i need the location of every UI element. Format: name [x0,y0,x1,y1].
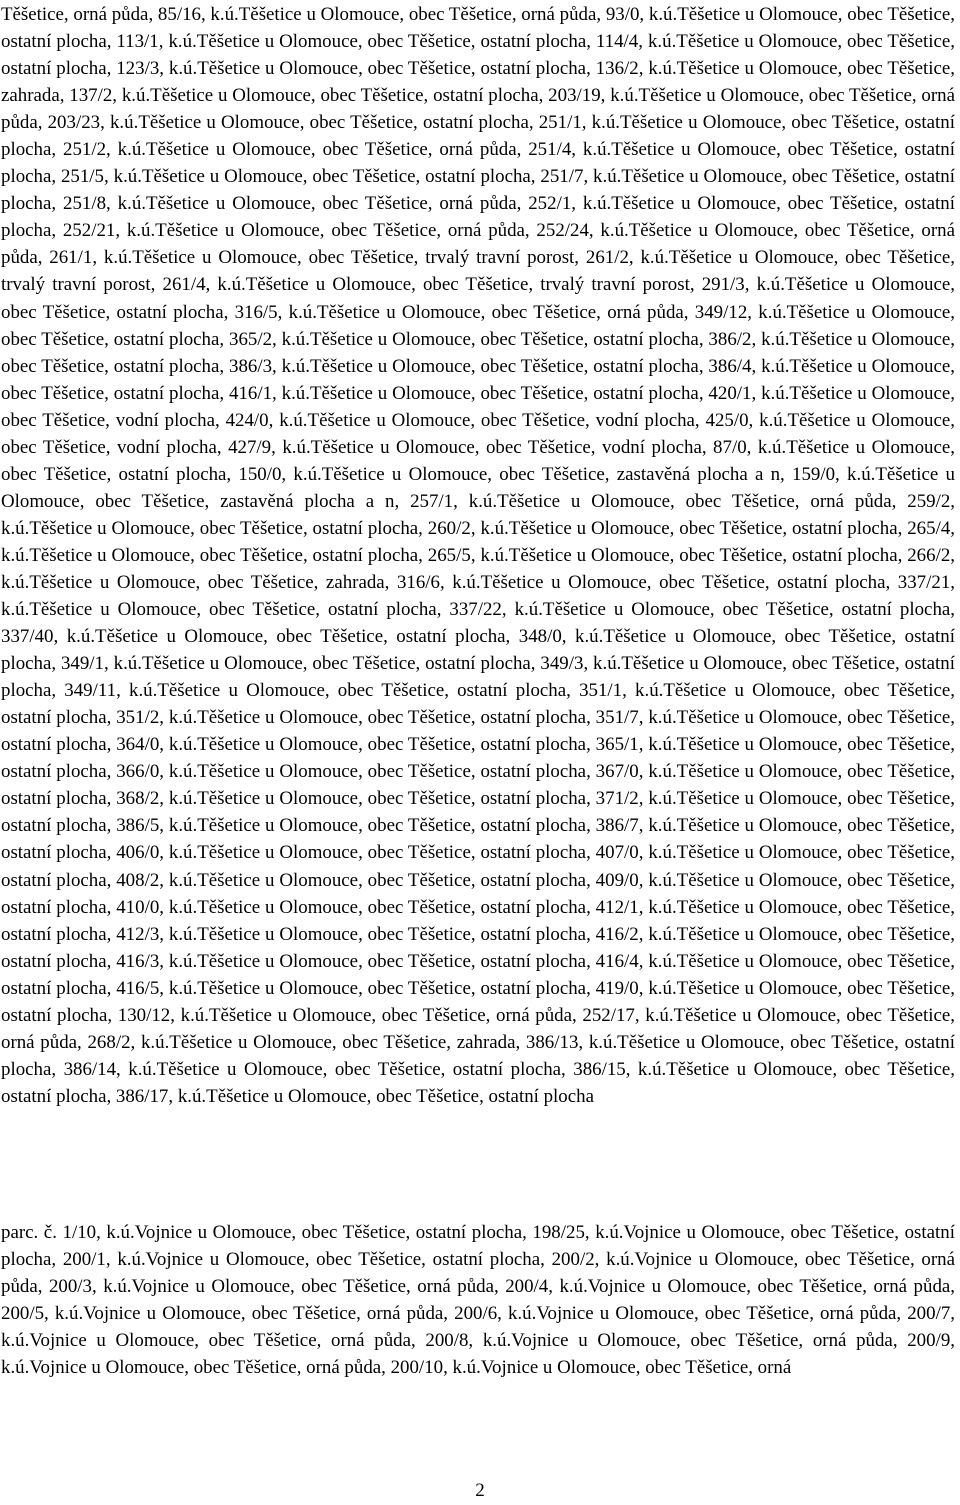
paragraph-tesetice-parcels: Těšetice, orná půda, 85/16, k.ú.Těšetice u Olomouce, obec Těšetice, orná půda, 93/0, k.ú.Těšetice u Olomouce, obec Těšetice, ostatní plocha, 113/1, k.ú.Těšetice u Olomouce, obec Těšetice, ostatní plocha, 114/4, k.ú.Těšetice u Olomouce, obec Těšetice, ostatní plocha, 123/3, k.ú.Těšetice u Olomouce, obec Těšetice, ostatní plocha, 136/2, k.ú.Těšetice u Olomouce, obec Těšetice, zahrada, 137/2, k.ú.Těšetice u Olomouce, obec Těšetice, ostatní plocha, 203/19, k.ú.Těšetice u Olomouce, obec Těšetice, orná půda, 203/23, k.ú.Těšetice u Olomouce, obec Těšetice, ostatní plocha, 251/1, k.ú.Těšetice u Olomouce, obec Těšetice, ostatní plocha, 251/2, k.ú.Těšetice u Olomouce, obec Těšetice, orná půda, 251/4, k.ú.Těšetice u Olomouce, obec Těšetice, ostatní plocha, 251/5, k.ú.Těšetice u Olomouce, obec Těšetice, ostatní plocha, 251/7, k.ú.Těšetice u Olomouce, obec Těšetice, ostatní plocha, 251/8, k.ú.Těšetice u Olomouce, obec Těšetice, orná půda, 252/1, k.ú.Těšetice u Olomouce, obec Těšetice, ostatní plocha, 252/21, k.ú.Těšetice u Olomouce, obec Těšetice, orná půda, 252/24, k.ú.Těšetice u Olomouce, obec Těšetice, orná půda, 261/1, k.ú.Těšetice u Olomouce, obec Těšetice, trvalý travní porost, 261/2, k.ú.Těšetice u Olomouce, obec Těšetice, trvalý travní porost, 261/4, k.ú.Těšetice u Olomouce, obec Těšetice, trvalý travní porost, 291/3, k.ú.Těšetice u Olomouce, obec Těšetice, ostatní plocha, 316/5, k.ú.Těšetice u Olomouce, obec Těšetice, orná půda, 349/12, k.ú.Těšetice u Olomouce, obec Těšetice, ostatní plocha, 365/2, k.ú.Těšetice u Olomouce, obec Těšetice, ostatní plocha, 386/2, k.ú.Těšetice u Olomouce, obec Těšetice, ostatní plocha, 386/3, k.ú.Těšetice u Olomouce, obec Těšetice, ostatní plocha, 386/4, k.ú.Těšetice u Olomouce, obec Těšetice, ostatní plocha, 416/1, k.ú.Těšetice u Olomouce, obec Těšetice, ostatní plocha, 420/1, k.ú.Těšetice u Olomouce, obec Těšetice, vodní plocha, 424/0, k.ú.Těšetice u Olomouce, obec Těšetice, vodní plocha, 425/0, k.ú.Těšetice u Olomouce, obec Těšetice, vodní plocha, 427/9, k.ú.Těšetice u Olomouce, obec Těšetice, vodní plocha, 87/0, k.ú.Těšetice u Olomouce, obec Těšetice, ostatní plocha, 150/0, k.ú.Těšetice u Olomouce, obec Těšetice, zastavěná plocha a n, 159/0, k.ú.Těšetice u Olomouce, obec Těšetice, zastavěná plocha a n, 257/1, k.ú.Těšetice u Olomouce, obec Těšetice, orná půda, 259/2, k.ú.Těšetice u Olomouce, obec Těšetice, ostatní plocha, 260/2, k.ú.Těšetice u Olomouce, obec Těšetice, ostatní plocha, 265/4, k.ú.Těšetice u Olomouce, obec Těšetice, ostatní plocha, 265/5, k.ú.Těšetice u Olomouce, obec Těšetice, ostatní plocha, 266/2, k.ú.Těšetice u Olomouce, obec Těšetice, zahrada, 316/6, k.ú.Těšetice u Olomouce, obec Těšetice, ostatní plocha, 337/21, k.ú.Těšetice u Olomouce, obec Těšetice, ostatní plocha, 337/22, k.ú.Těšetice u Olomouce, obec Těšetice, ostatní plocha, 337/40, k.ú.Těšetice u Olomouce, obec Těšetice, ostatní plocha, 348/0, k.ú.Těšetice u Olomouce, obec Těšetice, ostatní plocha, 349/1, k.ú.Těšetice u Olomouce, obec Těšetice, ostatní plocha, 349/3, k.ú.Těšetice u Olomouce, obec Těšetice, ostatní plocha, 349/11, k.ú.Těšetice u Olomouce, obec Těšetice, ostatní plocha, 351/1, k.ú.Těšetice u Olomouce, obec Těšetice, ostatní plocha, 351/2, k.ú.Těšetice u Olomouce, obec Těšetice, ostatní plocha, 351/7, k.ú.Těšetice u Olomouce, obec Těšetice, ostatní plocha, 364/0, k.ú.Těšetice u Olomouce, obec Těšetice, ostatní plocha, 365/1, k.ú.Těšetice u Olomouce, obec Těšetice, ostatní plocha, 366/0, k.ú.Těšetice u Olomouce, obec Těšetice, ostatní plocha, 367/0, k.ú.Těšetice u Olomouce, obec Těšetice, ostatní plocha, 368/2, k.ú.Těšetice u Olomouce, obec Těšetice, ostatní plocha, 371/2, k.ú.Těšetice u Olomouce, obec Těšetice, ostatní plocha, 386/5, k.ú.Těšetice u Olomouce, obec Těšetice, ostatní plocha, 386/7, k.ú.Těšetice u Olomouce, obec Těšetice, ostatní plocha, 406/0, k.ú.Těšetice u Olomouce, obec Těšetice, ostatní plocha, 407/0, k.ú.Těšetice u Olomouce, obec Těšetice, ostatní plocha, 408/2, k.ú.Těšetice u Olomouce, obec Těšetice, ostatní plocha, 409/0, k.ú.Těšetice u Olomouce, obec Těšetice, ostatní plocha, 410/0, k.ú.Těšetice u Olomouce, obec Těšetice, ostatní plocha, 412/1, k.ú.Těšetice u Olomouce, obec Těšetice, ostatní plocha, 412/3, k.ú.Těšetice u Olomouce, obec Těšetice, ostatní plocha, 416/2, k.ú.Těšetice u Olomouce, obec Těšetice, ostatní plocha, 416/3, k.ú.Těšetice u Olomouce, obec Těšetice, ostatní plocha, 416/4, k.ú.Těšetice u Olomouce, obec Těšetice, ostatní plocha, 416/5, k.ú.Těšetice u Olomouce, obec Těšetice, ostatní plocha, 419/0, k.ú.Těšetice u Olomouce, obec Těšetice, ostatní plocha, 130/12, k.ú.Těšetice u Olomouce, obec Těšetice, orná půda, 252/17, k.ú.Těšetice u Olomouce, obec Těšetice, orná půda, 268/2, k.ú.Těšetice u Olomouce, obec Těšetice, zahrada, 386/13, k.ú.Těšetice u Olomouce, obec Těšetice, ostatní plocha, 386/14, k.ú.Těšetice u Olomouce, obec Těšetice, ostatní plocha, 386/15, k.ú.Těšetice u Olomouce, obec Těšetice, ostatní plocha, 386/17, k.ú.Těšetice u Olomouce, obec Těšetice, ostatní plocha [1,4,955,1107]
page-number: 2 [475,1480,485,1501]
paragraph-vojnice-parcels: parc. č. 1/10, k.ú.Vojnice u Olomouce, obec Těšetice, ostatní plocha, 198/25, k.ú.Vojnice u Olomouce, obec Těšetice, ostatní plocha, 200/1, k.ú.Vojnice u Olomouce, obec Těšetice, ostatní plocha, 200/2, k.ú.Vojnice u Olomouce, obec Těšetice, orná půda, 200/3, k.ú.Vojnice u Olomouce, obec Těšetice, orná půda, 200/4, k.ú.Vojnice u Olomouce, obec Těšetice, orná půda, 200/5, k.ú.Vojnice u Olomouce, obec Těšetice, orná půda, 200/6, k.ú.Vojnice u Olomouce, obec Těšetice, orná půda, 200/7, k.ú.Vojnice u Olomouce, obec Těšetice, orná půda, 200/8, k.ú.Vojnice u Olomouce, obec Těšetice, orná půda, 200/9, k.ú.Vojnice u Olomouce, obec Těšetice, orná půda, 200/10, k.ú.Vojnice u Olomouce, obec Těšetice, orná [1,1222,955,1379]
